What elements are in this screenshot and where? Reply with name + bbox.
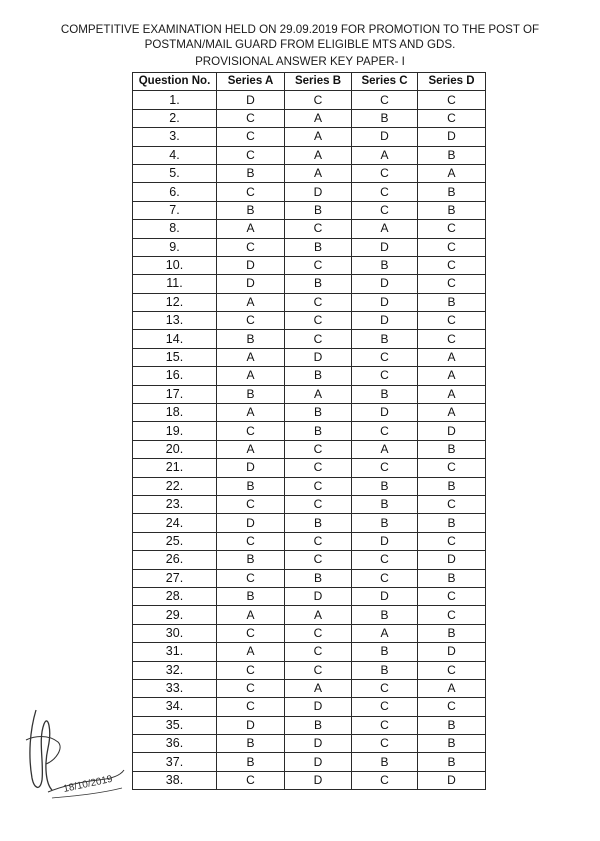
cell-series-a: A bbox=[217, 348, 285, 366]
cell-series-d: C bbox=[418, 109, 486, 127]
cell-series-d: D bbox=[418, 771, 486, 789]
table-row bbox=[133, 643, 486, 661]
cell-question-no: 29. bbox=[133, 606, 217, 624]
cell-series-a: A bbox=[217, 293, 285, 311]
cell-question-no: 27. bbox=[133, 569, 217, 587]
cell-series-d: C bbox=[418, 220, 486, 238]
cell-series-c: B bbox=[352, 643, 418, 661]
cell-series-a: C bbox=[217, 698, 285, 716]
cell-series-d: B bbox=[418, 477, 486, 495]
cell-series-a: C bbox=[217, 661, 285, 679]
cell-series-b: C bbox=[285, 256, 352, 274]
cell-series-d: C bbox=[418, 459, 486, 477]
cell-series-a: D bbox=[217, 256, 285, 274]
cell-series-c: A bbox=[352, 146, 418, 164]
cell-series-a: C bbox=[217, 679, 285, 697]
cell-series-a: D bbox=[217, 275, 285, 293]
cell-series-c: C bbox=[352, 569, 418, 587]
cell-series-a: C bbox=[217, 532, 285, 550]
cell-series-c: B bbox=[352, 514, 418, 532]
answer-key-body bbox=[133, 91, 486, 790]
header-series-d: Series D bbox=[418, 73, 486, 91]
cell-series-b: C bbox=[285, 293, 352, 311]
cell-series-d: C bbox=[418, 312, 486, 330]
table-row bbox=[133, 128, 486, 146]
cell-series-a: C bbox=[217, 146, 285, 164]
table-row bbox=[133, 293, 486, 311]
cell-series-b: A bbox=[285, 385, 352, 403]
cell-series-d: A bbox=[418, 367, 486, 385]
cell-series-b: C bbox=[285, 312, 352, 330]
cell-question-no: 24. bbox=[133, 514, 217, 532]
document-title-line-1: COMPETITIVE EXAMINATION HELD ON 29.09.2019 FOR PROMOTION TO THE POST OF bbox=[60, 23, 540, 36]
cell-series-c: B bbox=[352, 495, 418, 513]
cell-series-d: B bbox=[418, 716, 486, 734]
document-subtitle: PROVISIONAL ANSWER KEY PAPER- I bbox=[195, 55, 405, 68]
cell-series-b: A bbox=[285, 146, 352, 164]
table-row bbox=[133, 256, 486, 274]
cell-series-d: D bbox=[418, 422, 486, 440]
cell-question-no: 21. bbox=[133, 459, 217, 477]
cell-series-a: D bbox=[217, 514, 285, 532]
cell-series-c: B bbox=[352, 330, 418, 348]
table-row bbox=[133, 679, 486, 697]
cell-question-no: 2. bbox=[133, 109, 217, 127]
cell-series-c: D bbox=[352, 532, 418, 550]
table-row bbox=[133, 624, 486, 642]
table-row bbox=[133, 606, 486, 624]
cell-series-c: C bbox=[352, 551, 418, 569]
cell-question-no: 18. bbox=[133, 404, 217, 422]
cell-question-no: 32. bbox=[133, 661, 217, 679]
cell-series-c: D bbox=[352, 275, 418, 293]
cell-question-no: 3. bbox=[133, 128, 217, 146]
table-row bbox=[133, 183, 486, 201]
cell-series-d: B bbox=[418, 146, 486, 164]
table-row bbox=[133, 220, 486, 238]
cell-question-no: 11. bbox=[133, 275, 217, 293]
cell-series-b: A bbox=[285, 679, 352, 697]
cell-series-b: C bbox=[285, 661, 352, 679]
signature-date bbox=[62, 774, 114, 795]
cell-series-a: C bbox=[217, 128, 285, 146]
cell-series-b: C bbox=[285, 532, 352, 550]
cell-series-c: A bbox=[352, 624, 418, 642]
table-row bbox=[133, 367, 486, 385]
cell-question-no: 10. bbox=[133, 256, 217, 274]
handwritten-signature-icon bbox=[18, 700, 128, 805]
cell-series-c: C bbox=[352, 348, 418, 366]
cell-question-no: 36. bbox=[133, 735, 217, 753]
cell-series-c: A bbox=[352, 440, 418, 458]
cell-series-b: A bbox=[285, 128, 352, 146]
cell-series-b: D bbox=[285, 183, 352, 201]
cell-series-d: B bbox=[418, 624, 486, 642]
cell-series-b: B bbox=[285, 201, 352, 219]
table-row bbox=[133, 532, 486, 550]
cell-series-c: B bbox=[352, 606, 418, 624]
cell-series-a: A bbox=[217, 404, 285, 422]
cell-question-no: 28. bbox=[133, 587, 217, 605]
cell-series-c: D bbox=[352, 312, 418, 330]
table-row bbox=[133, 201, 486, 219]
cell-series-c: B bbox=[352, 385, 418, 403]
cell-series-d: B bbox=[418, 753, 486, 771]
cell-question-no: 9. bbox=[133, 238, 217, 256]
header-series-a: Series A bbox=[217, 73, 285, 91]
table-row bbox=[133, 164, 486, 182]
cell-series-d: C bbox=[418, 330, 486, 348]
cell-series-d: A bbox=[418, 385, 486, 403]
cell-series-b: B bbox=[285, 514, 352, 532]
cell-question-no: 25. bbox=[133, 532, 217, 550]
cell-series-b: A bbox=[285, 606, 352, 624]
cell-series-c: D bbox=[352, 293, 418, 311]
cell-series-a: C bbox=[217, 624, 285, 642]
table-row bbox=[133, 312, 486, 330]
cell-question-no: 30. bbox=[133, 624, 217, 642]
cell-series-a: A bbox=[217, 220, 285, 238]
cell-series-b: D bbox=[285, 735, 352, 753]
table-row bbox=[133, 275, 486, 293]
cell-series-d: B bbox=[418, 569, 486, 587]
cell-series-b: D bbox=[285, 587, 352, 605]
cell-series-c: C bbox=[352, 367, 418, 385]
cell-series-a: B bbox=[217, 587, 285, 605]
cell-series-a: C bbox=[217, 109, 285, 127]
cell-series-d: C bbox=[418, 606, 486, 624]
table-row bbox=[133, 551, 486, 569]
cell-series-b: D bbox=[285, 348, 352, 366]
table-row bbox=[133, 716, 486, 734]
table-row bbox=[133, 440, 486, 458]
cell-question-no: 26. bbox=[133, 551, 217, 569]
cell-series-d: A bbox=[418, 404, 486, 422]
cell-question-no: 37. bbox=[133, 753, 217, 771]
cell-series-d: D bbox=[418, 128, 486, 146]
cell-series-b: B bbox=[285, 238, 352, 256]
cell-question-no: 1. bbox=[133, 91, 217, 109]
header-series-c: Series C bbox=[352, 73, 418, 91]
cell-series-a: C bbox=[217, 495, 285, 513]
cell-series-c: C bbox=[352, 422, 418, 440]
table-row bbox=[133, 753, 486, 771]
cell-series-a: B bbox=[217, 753, 285, 771]
cell-question-no: 34. bbox=[133, 698, 217, 716]
cell-series-b: D bbox=[285, 698, 352, 716]
document-title-line-2: POSTMAN/MAIL GUARD FROM ELIGIBLE MTS AND GDS. bbox=[144, 38, 456, 51]
cell-series-b: B bbox=[285, 422, 352, 440]
cell-series-d: C bbox=[418, 238, 486, 256]
table-row bbox=[133, 587, 486, 605]
cell-series-c: B bbox=[352, 661, 418, 679]
cell-series-c: B bbox=[352, 753, 418, 771]
cell-series-c: B bbox=[352, 256, 418, 274]
cell-series-a: B bbox=[217, 164, 285, 182]
table-row bbox=[133, 422, 486, 440]
table-row bbox=[133, 495, 486, 513]
cell-series-b: C bbox=[285, 220, 352, 238]
cell-series-d: B bbox=[418, 183, 486, 201]
cell-series-d: C bbox=[418, 256, 486, 274]
cell-series-a: C bbox=[217, 183, 285, 201]
cell-series-d: B bbox=[418, 293, 486, 311]
cell-series-a: C bbox=[217, 312, 285, 330]
table-row bbox=[133, 348, 486, 366]
cell-series-c: D bbox=[352, 238, 418, 256]
cell-series-c: C bbox=[352, 771, 418, 789]
cell-series-b: C bbox=[285, 477, 352, 495]
cell-series-c: C bbox=[352, 735, 418, 753]
cell-series-b: C bbox=[285, 495, 352, 513]
cell-series-c: C bbox=[352, 201, 418, 219]
cell-series-a: C bbox=[217, 238, 285, 256]
cell-series-b: B bbox=[285, 569, 352, 587]
cell-question-no: 5. bbox=[133, 164, 217, 182]
cell-series-d: C bbox=[418, 698, 486, 716]
cell-question-no: 33. bbox=[133, 679, 217, 697]
cell-series-d: C bbox=[418, 532, 486, 550]
cell-series-c: C bbox=[352, 679, 418, 697]
cell-series-c: A bbox=[352, 220, 418, 238]
cell-question-no: 20. bbox=[133, 440, 217, 458]
cell-series-b: C bbox=[285, 459, 352, 477]
cell-question-no: 19. bbox=[133, 422, 217, 440]
cell-series-b: D bbox=[285, 771, 352, 789]
cell-series-d: D bbox=[418, 643, 486, 661]
cell-series-c: C bbox=[352, 716, 418, 734]
table-row bbox=[133, 569, 486, 587]
cell-series-b: A bbox=[285, 109, 352, 127]
cell-series-b: D bbox=[285, 753, 352, 771]
cell-series-c: B bbox=[352, 477, 418, 495]
cell-question-no: 22. bbox=[133, 477, 217, 495]
cell-series-a: A bbox=[217, 606, 285, 624]
table-row bbox=[133, 459, 486, 477]
cell-series-d: B bbox=[418, 735, 486, 753]
cell-series-a: D bbox=[217, 91, 285, 109]
cell-series-a: B bbox=[217, 201, 285, 219]
cell-question-no: 12. bbox=[133, 293, 217, 311]
cell-question-no: 31. bbox=[133, 643, 217, 661]
table-header-row bbox=[133, 73, 486, 91]
table-row bbox=[133, 771, 486, 789]
header-series-b: Series B bbox=[285, 73, 352, 91]
cell-series-a: B bbox=[217, 735, 285, 753]
cell-series-d: A bbox=[418, 164, 486, 182]
cell-series-b: C bbox=[285, 440, 352, 458]
cell-series-b: A bbox=[285, 164, 352, 182]
cell-series-c: B bbox=[352, 109, 418, 127]
cell-series-a: A bbox=[217, 440, 285, 458]
table-row bbox=[133, 91, 486, 109]
answer-key-table bbox=[132, 72, 486, 790]
cell-series-a: A bbox=[217, 367, 285, 385]
cell-question-no: 8. bbox=[133, 220, 217, 238]
cell-series-b: C bbox=[285, 91, 352, 109]
cell-question-no: 17. bbox=[133, 385, 217, 403]
cell-series-c: D bbox=[352, 404, 418, 422]
cell-series-c: C bbox=[352, 183, 418, 201]
cell-series-d: C bbox=[418, 661, 486, 679]
cell-series-d: C bbox=[418, 587, 486, 605]
cell-series-c: C bbox=[352, 698, 418, 716]
cell-question-no: 35. bbox=[133, 716, 217, 734]
table-row bbox=[133, 330, 486, 348]
cell-series-a: C bbox=[217, 422, 285, 440]
cell-series-a: B bbox=[217, 330, 285, 348]
cell-question-no: 16. bbox=[133, 367, 217, 385]
cell-series-d: D bbox=[418, 551, 486, 569]
cell-series-d: B bbox=[418, 440, 486, 458]
table-row bbox=[133, 735, 486, 753]
header-question-no: Question No. bbox=[133, 73, 217, 91]
cell-series-a: D bbox=[217, 459, 285, 477]
cell-series-d: C bbox=[418, 275, 486, 293]
cell-series-c: C bbox=[352, 459, 418, 477]
cell-series-d: B bbox=[418, 201, 486, 219]
cell-series-b: C bbox=[285, 330, 352, 348]
cell-series-d: A bbox=[418, 348, 486, 366]
cell-question-no: 6. bbox=[133, 183, 217, 201]
cell-series-d: A bbox=[418, 679, 486, 697]
cell-series-a: B bbox=[217, 385, 285, 403]
cell-series-b: B bbox=[285, 404, 352, 422]
cell-question-no: 15. bbox=[133, 348, 217, 366]
cell-series-b: C bbox=[285, 624, 352, 642]
cell-series-a: B bbox=[217, 477, 285, 495]
cell-series-c: D bbox=[352, 587, 418, 605]
table-row bbox=[133, 109, 486, 127]
cell-series-a: C bbox=[217, 771, 285, 789]
cell-series-b: B bbox=[285, 275, 352, 293]
table-row bbox=[133, 404, 486, 422]
cell-series-c: D bbox=[352, 128, 418, 146]
cell-series-a: C bbox=[217, 569, 285, 587]
cell-question-no: 13. bbox=[133, 312, 217, 330]
cell-series-d: C bbox=[418, 495, 486, 513]
cell-series-d: B bbox=[418, 514, 486, 532]
cell-question-no: 38. bbox=[133, 771, 217, 789]
cell-series-a: B bbox=[217, 551, 285, 569]
cell-series-b: B bbox=[285, 716, 352, 734]
table-row bbox=[133, 238, 486, 256]
table-row bbox=[133, 146, 486, 164]
cell-series-a: D bbox=[217, 716, 285, 734]
cell-series-c: C bbox=[352, 91, 418, 109]
table-row bbox=[133, 698, 486, 716]
table-row bbox=[133, 514, 486, 532]
table-row bbox=[133, 477, 486, 495]
table-row bbox=[133, 661, 486, 679]
cell-question-no: 23. bbox=[133, 495, 217, 513]
cell-series-a: A bbox=[217, 643, 285, 661]
cell-series-d: C bbox=[418, 91, 486, 109]
table-row bbox=[133, 385, 486, 403]
cell-question-no: 14. bbox=[133, 330, 217, 348]
cell-series-b: C bbox=[285, 643, 352, 661]
cell-series-c: C bbox=[352, 164, 418, 182]
cell-series-b: C bbox=[285, 551, 352, 569]
cell-series-b: B bbox=[285, 367, 352, 385]
cell-question-no: 4. bbox=[133, 146, 217, 164]
cell-question-no: 7. bbox=[133, 201, 217, 219]
svg-text:18/10/2019: 18/10/2019 bbox=[62, 773, 114, 795]
